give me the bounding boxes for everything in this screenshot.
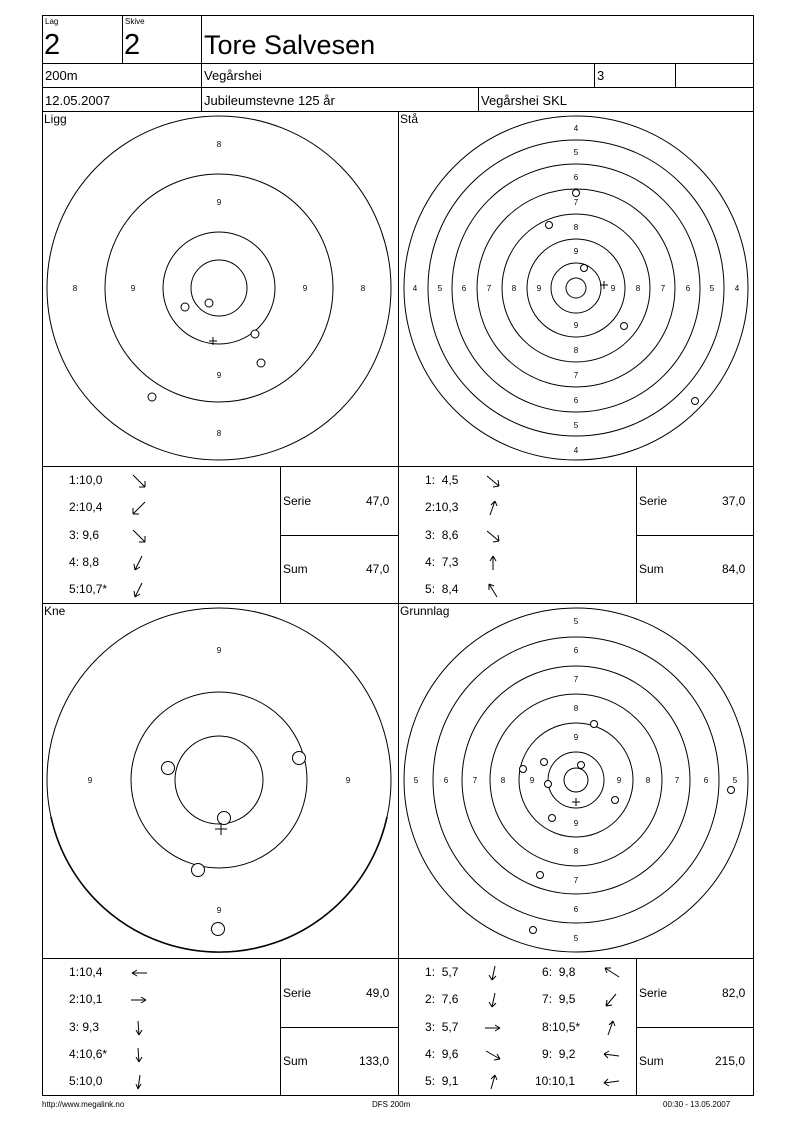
- ring-label: 7: [573, 198, 579, 207]
- shot-1: 1:10,0: [69, 473, 103, 487]
- serie-value: 82,0: [722, 986, 746, 1000]
- serie-label: Serie: [283, 986, 312, 1000]
- serie-value: 47,0: [366, 494, 390, 508]
- ring-label: 9: [302, 284, 308, 293]
- arrow-up-icon: [484, 554, 502, 572]
- shot-hole: [545, 781, 552, 788]
- ring-label: 8: [573, 346, 579, 355]
- ring-label: 5: [709, 284, 715, 293]
- sum-label: Sum: [639, 1054, 664, 1068]
- ring-label: 8: [511, 284, 517, 293]
- ring-label: 6: [443, 776, 449, 785]
- distance: 200m: [45, 68, 78, 83]
- skive-value: 2: [124, 29, 141, 61]
- shot-6: 6: 9,8: [542, 965, 576, 979]
- shot-2: 2:10,4: [69, 500, 103, 514]
- sum-value: 47,0: [366, 562, 390, 576]
- ring-label: 7: [660, 284, 666, 293]
- shot-8: 8:10,5*: [542, 1020, 581, 1034]
- ring-label: 9: [536, 284, 542, 293]
- ring-label: 6: [573, 173, 579, 182]
- ring-label: 6: [461, 284, 467, 293]
- ring-label: 4: [412, 284, 418, 293]
- ring-label: 5: [732, 776, 738, 785]
- ring-label: 6: [573, 905, 579, 914]
- serie-value: 49,0: [366, 986, 390, 1000]
- target-kne: [43, 604, 398, 958]
- arrow-up-right-icon: [602, 1019, 620, 1037]
- ring-label: 8: [500, 776, 506, 785]
- arrow-left-icon: [602, 1073, 620, 1091]
- arrow-down-icon: [130, 1019, 148, 1037]
- shot-4: 4: 7,3: [425, 555, 459, 569]
- shot-3: 3: 8,6: [425, 528, 459, 542]
- ring-label: 7: [486, 284, 492, 293]
- arrow-right-icon: [130, 991, 148, 1009]
- shot-hole: [537, 872, 544, 879]
- ring-label: 9: [216, 646, 222, 655]
- arrow-down-icon: [130, 1073, 148, 1091]
- ring-label: 8: [573, 847, 579, 856]
- arrow-up-right-icon: [484, 499, 502, 517]
- arrow-down-left-icon: [602, 991, 620, 1009]
- footer-program: DFS 200m: [372, 1100, 411, 1109]
- ring-label: 9: [529, 776, 535, 785]
- ring-label: 9: [130, 284, 136, 293]
- arrow-up-left-icon: [484, 581, 502, 599]
- shot-5: 5: 9,1: [425, 1074, 459, 1088]
- sum-value: 215,0: [715, 1054, 746, 1068]
- sum-label: Sum: [283, 1054, 308, 1068]
- sum-label: Sum: [283, 562, 308, 576]
- shot-1: 1: 4,5: [425, 473, 459, 487]
- ring-label: 6: [703, 776, 709, 785]
- location: Vegårshei: [204, 68, 262, 83]
- shot-2: 2:10,1: [69, 992, 103, 1006]
- ring-label: 8: [635, 284, 641, 293]
- ring-label: 9: [573, 247, 579, 256]
- shot-hole: [728, 787, 735, 794]
- shot-2: 2:10,3: [425, 500, 459, 514]
- serie-label: Serie: [639, 494, 668, 508]
- shot-hole: [591, 721, 598, 728]
- ring-label: 9: [610, 284, 616, 293]
- shot-hole: [162, 762, 175, 775]
- arrow-left-icon: [602, 1046, 620, 1064]
- shot-4: 4: 9,6: [425, 1047, 459, 1061]
- shot-hole: [612, 797, 619, 804]
- ring-label: 8: [645, 776, 651, 785]
- serie-value: 37,0: [722, 494, 746, 508]
- shooter-name: Tore Salvesen: [204, 30, 376, 60]
- shot-hole: [692, 398, 699, 405]
- shot-hole: [549, 815, 556, 822]
- shot-hole: [530, 927, 537, 934]
- ring-label: 5: [437, 284, 443, 293]
- arrow-down-left-icon: [130, 499, 148, 517]
- shot-hole: [218, 812, 231, 825]
- ring-label: 4: [734, 284, 740, 293]
- ring-label: 8: [573, 704, 579, 713]
- arrow-down-right-icon: [484, 527, 502, 545]
- shot-hole: [212, 923, 225, 936]
- arrow-left-icon: [130, 964, 148, 982]
- group-center-mark: [572, 798, 580, 806]
- shot-4: 4: 8,8: [69, 555, 100, 569]
- panel-title-sta: Stå: [400, 112, 419, 126]
- shot-5: 5: 8,4: [425, 582, 459, 596]
- arrow-down-icon: [130, 1046, 148, 1064]
- skive-label: Skive: [125, 17, 145, 26]
- ring-label: 5: [573, 421, 579, 430]
- ring-label: 9: [87, 776, 93, 785]
- shot-1: 1: 5,7: [425, 965, 459, 979]
- ring-label: 9: [345, 776, 351, 785]
- ring-label: 5: [573, 934, 579, 943]
- target-ligg: [43, 112, 398, 466]
- shot-hole: [581, 265, 588, 272]
- ring-label: 8: [72, 284, 78, 293]
- ring-label: 7: [472, 776, 478, 785]
- date: 12.05.2007: [45, 93, 111, 108]
- shot-hole: [546, 222, 553, 229]
- shot-hole: [541, 759, 548, 766]
- shot-5: 5:10,0: [69, 1074, 103, 1088]
- ring-label: 6: [573, 396, 579, 405]
- shot-hole: [148, 393, 156, 401]
- shot-3: 3: 9,3: [69, 1020, 100, 1034]
- serie-label: Serie: [283, 494, 312, 508]
- class-value: 3: [597, 68, 605, 83]
- shot-4: 4:10,6*: [69, 1047, 108, 1061]
- ring-label: 9: [616, 776, 622, 785]
- lag-label: Lag: [45, 17, 59, 26]
- arrow-up-left-icon: [602, 964, 620, 982]
- ring-label: 5: [573, 148, 579, 157]
- footer-url[interactable]: http://www.megalink.no: [42, 1100, 125, 1109]
- shot-hole: [578, 762, 585, 769]
- panel-title-ligg: Ligg: [44, 112, 67, 126]
- ring-label: 5: [573, 617, 579, 626]
- shot-9: 9: 9,2: [542, 1047, 576, 1061]
- arrow-up-right-icon: [484, 1073, 502, 1091]
- shot-hole: [257, 359, 265, 367]
- arrow-down-right-icon: [130, 527, 148, 545]
- ring-label: 7: [674, 776, 680, 785]
- arrow-down-icon: [484, 991, 502, 1009]
- serie-label: Serie: [639, 986, 668, 1000]
- arrow-down-left-icon: [130, 554, 148, 572]
- arrow-down-left-icon: [130, 581, 148, 599]
- shot-2: 2: 7,6: [425, 992, 459, 1006]
- ring-label: 9: [573, 733, 579, 742]
- shot-hole: [293, 752, 306, 765]
- event-name: Jubileumstevne 125 år: [204, 93, 335, 108]
- ring-label: 9: [573, 321, 579, 330]
- ring-label: 5: [413, 776, 419, 785]
- shot-3: 3: 9,6: [69, 528, 100, 542]
- shot-hole: [520, 766, 527, 773]
- arrow-down-right-icon: [484, 1046, 502, 1064]
- shot-hole: [573, 190, 580, 197]
- target-grunnlag: [399, 604, 753, 958]
- ring-label: 9: [216, 198, 222, 207]
- ring-label: 6: [573, 646, 579, 655]
- ring-label: 8: [216, 429, 222, 438]
- shot-1: 1:10,4: [69, 965, 103, 979]
- arrow-down-right-icon: [484, 472, 502, 490]
- ring-label: 8: [360, 284, 366, 293]
- shot-3: 3: 5,7: [425, 1020, 459, 1034]
- ring-label: 7: [573, 675, 579, 684]
- sum-value: 84,0: [722, 562, 746, 576]
- club-name: Vegårshei SKL: [481, 93, 568, 108]
- arrow-right-icon: [484, 1019, 502, 1037]
- ring-label: 8: [573, 223, 579, 232]
- shot-5: 5:10,7*: [69, 582, 108, 596]
- panel-title-grunnlag: Grunnlag: [400, 604, 450, 618]
- lag-value: 2: [44, 29, 61, 61]
- ring-label: 7: [573, 371, 579, 380]
- arrow-down-right-icon: [130, 472, 148, 490]
- ring-label: 9: [573, 819, 579, 828]
- arrow-down-icon: [484, 964, 502, 982]
- ring-label: 8: [216, 140, 222, 149]
- shot-hole: [621, 323, 628, 330]
- ring-label: 4: [573, 446, 579, 455]
- shot-7: 7: 9,5: [542, 992, 576, 1006]
- panel-title-kne: Kne: [44, 604, 66, 618]
- shot-hole: [205, 299, 213, 307]
- ring-label: 7: [573, 876, 579, 885]
- shot-hole: [181, 303, 189, 311]
- ring-label: 4: [573, 124, 579, 133]
- ring-label: 9: [216, 906, 222, 915]
- sum-value: 133,0: [359, 1054, 390, 1068]
- shot-hole: [192, 864, 205, 877]
- sum-label: Sum: [639, 562, 664, 576]
- ring-label: 9: [216, 371, 222, 380]
- target-sta: [399, 112, 753, 466]
- shot-hole: [251, 330, 259, 338]
- ring-label: 6: [685, 284, 691, 293]
- footer-printed: 00:30 - 13.05.2007: [663, 1100, 731, 1109]
- shot-10: 10:10,1: [535, 1074, 576, 1088]
